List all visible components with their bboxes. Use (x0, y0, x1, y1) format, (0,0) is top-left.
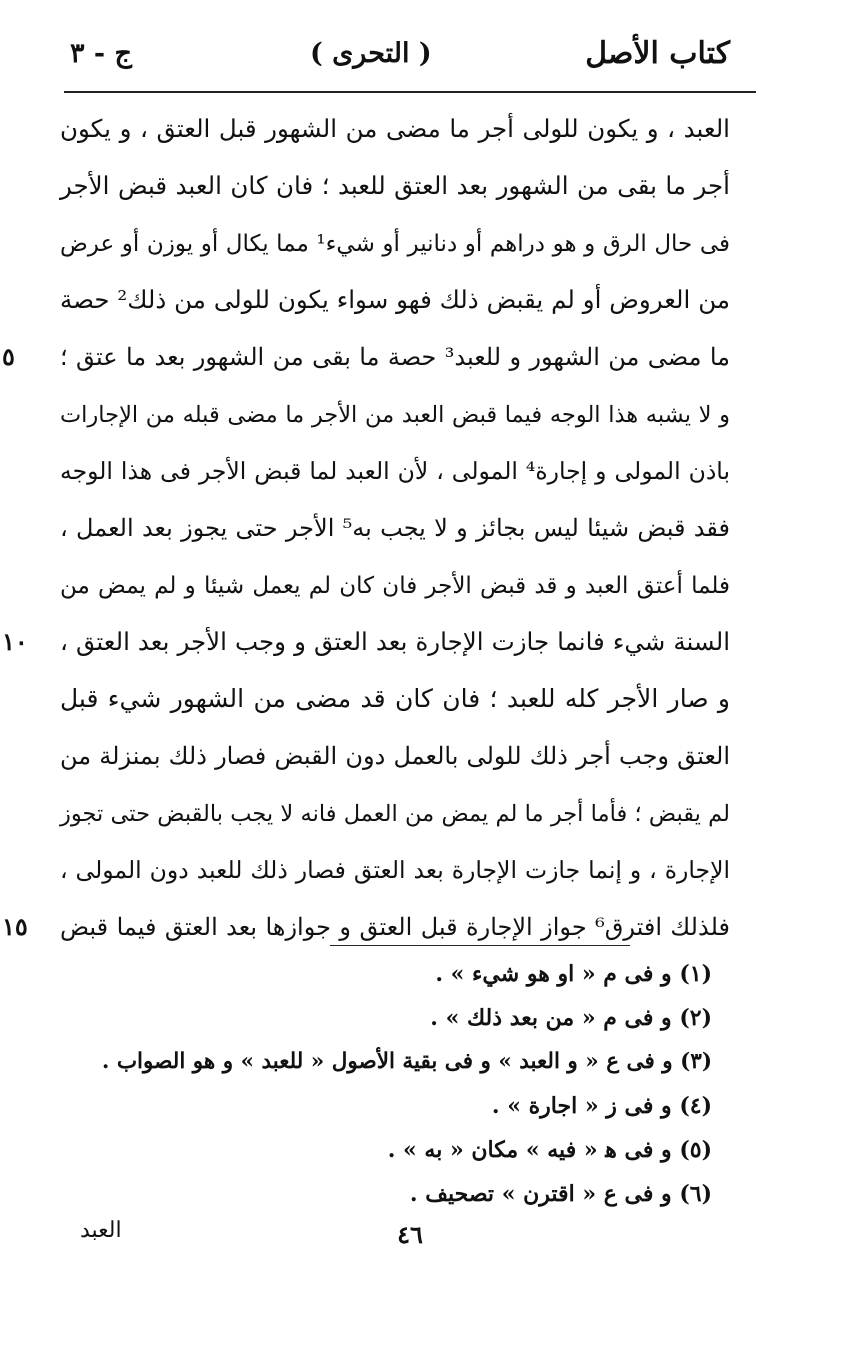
main-text (2, 100, 731, 955)
line-text: فى حال الرق و هو دراهم أو دنانير أو شيء¹ مما يكال أو يوزن أو عرض (60, 231, 731, 257)
line-text: فقد قبض شيئا ليس بجائز و لا يجب به⁵ الأجر حتى يجوز بعد العمل ، (60, 514, 730, 542)
page-number: ٤٦ (397, 1220, 423, 1249)
text-line (60, 670, 730, 727)
line-text: العتق وجب أجر ذلك للولى بالعمل دون القبض فصار ذلك بمنزلة من (60, 742, 730, 770)
footnotes (92, 952, 712, 1216)
line-number: ١٠ (2, 627, 28, 656)
footnote: (٦) و فى ع « اقترن » تصحيف . (409, 1181, 712, 1207)
line-text: و صار الأجر كله للعبد ؛ فان كان قد مضى من الشهور شيء قبل (60, 684, 730, 713)
line-text: فلما أعتق العبد و قد قبض الأجر فان كان لم يعمل شيئا و لم يمض من (60, 573, 730, 599)
line-text: الإجارة ، و إنما جازت الإجارة بعد العتق فصار ذلك للعبد دون المولى ، (60, 856, 730, 884)
text-line (60, 157, 730, 214)
footnote: (٤) و فى ز « اجارة » . (491, 1093, 712, 1119)
line-text: العبد ، و يكون للولى أجر ما مضى من الشهور قبل العتق ، و يكون (60, 114, 730, 143)
footnote: (٣) و فى ع « و العبد » و فى بقية الأصول « للعبد » و هو الصواب . (101, 1049, 712, 1074)
text-line (60, 385, 730, 442)
text-line (60, 556, 730, 613)
text-line (60, 784, 730, 841)
book-title: كتاب الأصل (585, 36, 730, 71)
footnote: (٥) و فى ﻫ « فيه » مكان « به » . (387, 1137, 712, 1163)
footnote: (٢) و فى م « من بعد ذلك » . (430, 1005, 712, 1031)
text-line (2, 898, 730, 955)
text-line (60, 271, 730, 328)
line-text: فلذلك افترق⁶ جواز الإجارة قبل العتق و جوازها بعد العتق فيما قبض (60, 913, 730, 941)
catchword: العبد (80, 1218, 122, 1243)
line-text: لم يقبض ؛ فأما أجر ما لم يمض من العمل فانه لا يجب بالقبض حتى تجوز (60, 801, 730, 827)
line-text: و لا يشبه هذا الوجه فيما قبض العبد من الأجر ما مضى قبله من الإجارات (60, 402, 730, 428)
line-text: أجر ما بقى من الشهور بعد العتق للعبد ؛ فان كان العبد قبض الأجر (60, 171, 730, 200)
line-number: ١٥ (2, 912, 28, 941)
text-line (60, 100, 730, 157)
text-line (60, 727, 730, 784)
line-text: السنة شيء فانما جازت الإجارة بعد العتق و وجب الأجر بعد العتق ، (60, 627, 730, 656)
header-rule (64, 91, 756, 93)
text-line (60, 442, 730, 499)
section-title: ( التحرى ) (310, 38, 432, 69)
running-header (60, 32, 730, 82)
text-line (60, 499, 730, 556)
text-line (60, 841, 730, 898)
line-text: ما مضى من الشهور و للعبد³ حصة ما بقى من الشهور بعد ما عتق ؛ (60, 343, 730, 371)
text-line (2, 328, 730, 385)
footnote-divider (330, 945, 630, 946)
line-number: ٥ (2, 342, 15, 371)
line-text: باذن المولى و إجارة⁴ المولى ، لأن العبد لما قبض الأجر فى هذا الوجه (60, 457, 730, 485)
text-line (60, 214, 730, 271)
text-line (2, 613, 730, 670)
footnote: (١) و فى م « او هو شيء » . (435, 961, 712, 987)
volume-number: ج - ٣ (70, 38, 132, 69)
line-text: من العروض أو لم يقبض ذلك فهو سواء يكون للولى من ذلك² حصة (60, 285, 730, 314)
